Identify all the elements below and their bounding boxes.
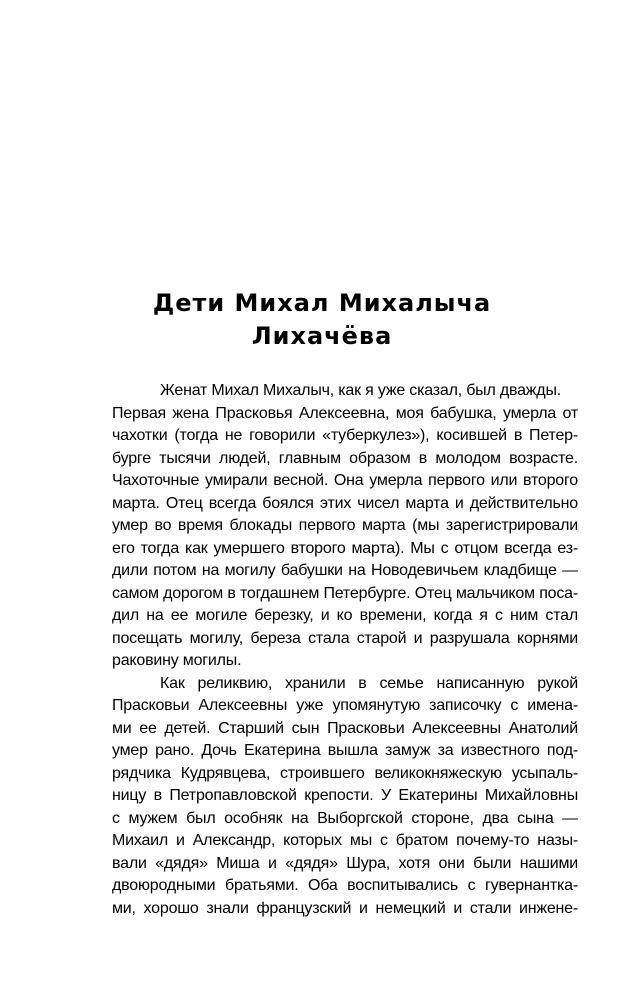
paragraph-1	[112, 380, 578, 673]
chapter-title	[112, 287, 532, 353]
chapter-title-line-2: Лихачёва	[251, 322, 393, 350]
text-line: умер во время блокады первого марта (мы зарегистрировали	[112, 517, 578, 534]
text-line: посещать могилу, береза стала старой и разрушала корнями	[112, 629, 578, 647]
text-line: раковину могилы.	[112, 652, 242, 669]
text-line: дил на ее могиле березку, и ко времени, когда я с ним стал	[112, 607, 578, 624]
text-line: Прасковьи Алексеевны уже упомянутую записочку с имена-	[112, 697, 578, 714]
text-line: ницу в Петропавловской крепости. У Екатерины Михайловны	[112, 787, 578, 804]
text-line: с мужем был особняк на Выборгской стороне, два сына —	[112, 809, 578, 827]
text-line: рядчика Кудрявцева, строившего великокняжескую усыпаль-	[112, 764, 578, 782]
text-line: Женат Михал Михалыч, как я уже сказал, был дважды.	[160, 382, 561, 399]
text-line: марта. Отец всегда боялся этих чисел марта и действительно	[112, 494, 578, 512]
text-line: умер рано. Дочь Екатерина вышла замуж за известного под-	[112, 742, 578, 759]
text-line: бурге тысячи людей, главным образом в молодом возрасте.	[112, 449, 578, 467]
text-line: двоюродными братьями. Оба воспитывались с гувернантка-	[112, 877, 578, 894]
text-line: его тогда как умершего второго марта). Мы с отцом всегда ез-	[112, 539, 578, 557]
paragraph-2	[112, 673, 578, 921]
text-line: самом дорогом в тогдашнем Петербурге. Отец мальчиком посa-	[112, 584, 578, 602]
text-line: Как реликвию, хранили в семье написанную рукой	[160, 674, 578, 692]
text-line: Чахоточные умирали весной. Она умерла первого или второго	[112, 472, 578, 489]
chapter-body	[112, 380, 578, 920]
text-line: чахотки (тогда не говорили «туберкулез»), косившей в Петер-	[112, 427, 578, 444]
text-line: дили потом на могилу бабушки на Новодевичьем кладбище —	[112, 562, 578, 579]
text-line: ми ее детей. Старший сын Прасковьи Алексеевны Анатолий	[112, 719, 578, 737]
text-line: Михаил и Александр, которых мы с братом почему-то назы-	[112, 832, 578, 849]
text-line: вали «дядя» Миша и «дядя» Шура, хотя они были нашими	[112, 854, 578, 872]
text-line: Первая жена Прасковья Алексеевна, моя бабушка, умерла от	[112, 404, 578, 422]
chapter-title-line-1: Дети Михал Михалыча	[152, 289, 492, 317]
text-line: ми, хорошо знали французский и немецкий и стали инжене-	[112, 899, 578, 917]
